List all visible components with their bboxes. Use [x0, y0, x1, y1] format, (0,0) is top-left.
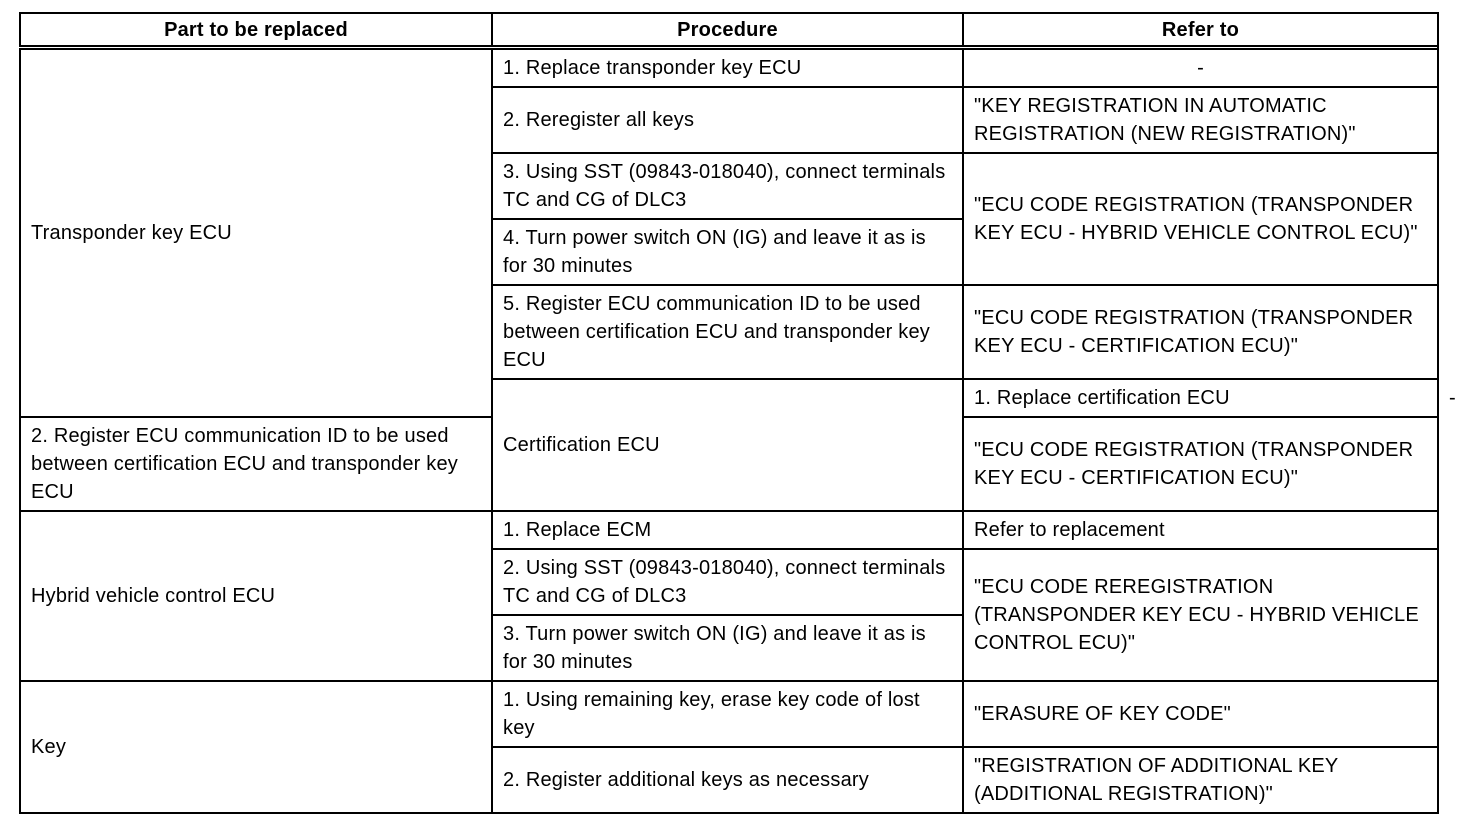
refer-cell: "ERASURE OF KEY CODE" [963, 681, 1438, 747]
procedure-cell: 1. Replace certification ECU [963, 379, 1438, 417]
procedure-cell: 2. Reregister all keys [492, 87, 963, 153]
header-part: Part to be replaced [20, 13, 492, 48]
procedure-cell: 2. Register additional keys as necessary [492, 747, 963, 813]
table-row [20, 511, 1438, 549]
refer-cell: "REGISTRATION OF ADDITIONAL KEY (ADDITIONAL REGISTRATION)" [963, 747, 1438, 813]
refer-cell: "KEY REGISTRATION IN AUTOMATIC REGISTRATION (NEW REGISTRATION)" [963, 87, 1438, 153]
part-cell: Key [20, 681, 492, 813]
part-cell: Transponder key ECU [20, 48, 492, 418]
refer-cell: Refer to replacement [963, 511, 1438, 549]
procedure-cell: 1. Using remaining key, erase key code of lost key [492, 681, 963, 747]
header-refer-to: Refer to [963, 13, 1438, 48]
procedure-cell: 2. Register ECU communication ID to be used between certification ECU and transponder key ECU [20, 417, 492, 511]
procedure-cell: 3. Turn power switch ON (IG) and leave it as is for 30 minutes [492, 615, 963, 681]
table-row [20, 681, 1438, 747]
procedure-table-wrapper [19, 12, 1456, 814]
part-cell: Certification ECU [492, 379, 963, 511]
procedure-cell: 1. Replace ECM [492, 511, 963, 549]
procedure-cell: 2. Using SST (09843-018040), connect terminals TC and CG of DLC3 [492, 549, 963, 615]
header-row [20, 13, 1438, 48]
procedure-table [19, 12, 1456, 814]
refer-cell: "ECU CODE REGISTRATION (TRANSPONDER KEY ECU - CERTIFICATION ECU)" [963, 417, 1438, 511]
procedure-cell: 1. Replace transponder key ECU [492, 48, 963, 88]
header-procedure: Procedure [492, 13, 963, 48]
table-row: Certification ECU 1. Replace certification ECU - [20, 379, 1438, 417]
refer-cell: - [963, 48, 1438, 88]
refer-cell: "ECU CODE REREGISTRATION (TRANSPONDER KEY ECU - HYBRID VEHICLE CONTROL ECU)" [963, 549, 1438, 681]
table-row [20, 48, 1438, 88]
refer-cell: "ECU CODE REGISTRATION (TRANSPONDER KEY ECU - CERTIFICATION ECU)" [963, 285, 1438, 379]
procedure-cell: 3. Using SST (09843-018040), connect terminals TC and CG of DLC3 [492, 153, 963, 219]
refer-cell: "ECU CODE REGISTRATION (TRANSPONDER KEY ECU - HYBRID VEHICLE CONTROL ECU)" [963, 153, 1438, 285]
part-cell: Hybrid vehicle control ECU [20, 511, 492, 681]
procedure-cell: 4. Turn power switch ON (IG) and leave it as is for 30 minutes [492, 219, 963, 285]
procedure-cell: 5. Register ECU communication ID to be used between certification ECU and transponder key ECU [492, 285, 963, 379]
